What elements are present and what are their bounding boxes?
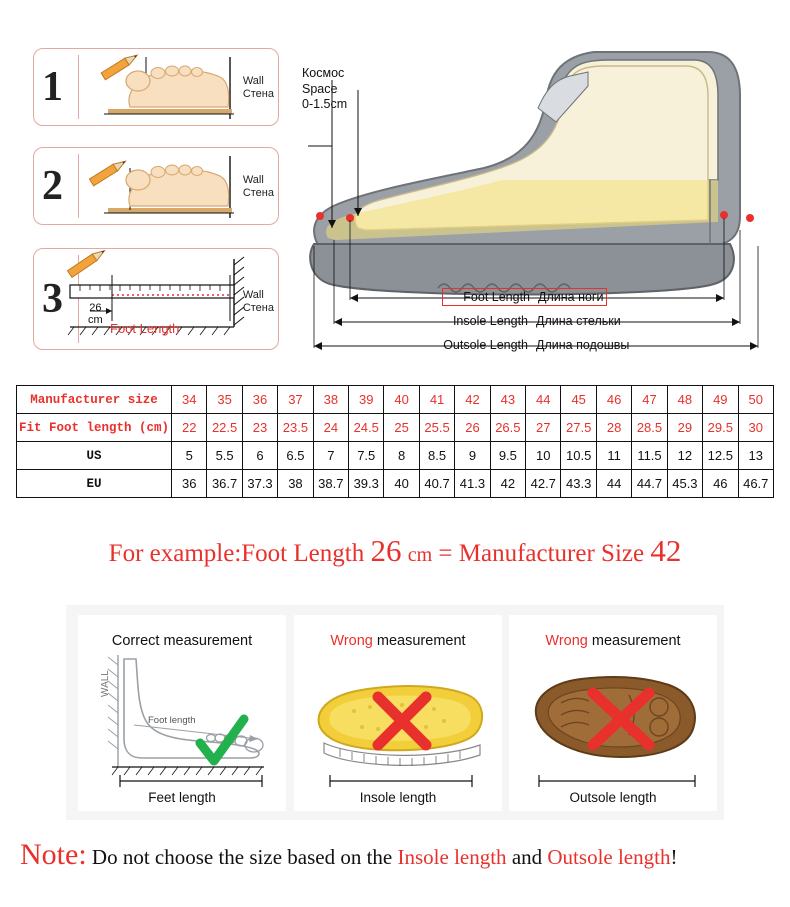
comparison-band: [66, 605, 724, 820]
step-number: 3: [42, 276, 63, 322]
cell: 24.5: [349, 414, 384, 442]
note-outsole-length: Outsole length: [547, 845, 671, 869]
example-equals: =: [438, 540, 453, 567]
wall-label-correct: WALL: [100, 670, 111, 697]
cell: 37: [278, 386, 313, 414]
cell: 30: [738, 414, 774, 442]
table-row: [17, 386, 774, 414]
example-middle: Manufacturer Size: [458, 540, 645, 567]
example-line: [0, 533, 790, 569]
step3-measurement-value: 26 cm: [88, 302, 103, 326]
cell: 37.3: [242, 470, 277, 498]
shoe-diagram: [288, 30, 784, 360]
step-box-1: [33, 48, 279, 126]
cell: 25.5: [419, 414, 454, 442]
cell: 46: [703, 470, 738, 498]
cell: 9.5: [490, 442, 525, 470]
cell: 5.5: [207, 442, 242, 470]
cell: 42: [455, 386, 490, 414]
cell: 7.5: [349, 442, 384, 470]
cell: 36: [172, 470, 207, 498]
size-table-wrapper: [16, 385, 774, 498]
note-insole-length: Insole length: [397, 845, 507, 869]
step-number: 2: [42, 163, 63, 209]
example-unit: cm: [407, 544, 433, 566]
cell: 45: [561, 386, 596, 414]
cell: 22.5: [207, 414, 242, 442]
cell: 28: [596, 414, 631, 442]
cell: 27: [526, 414, 561, 442]
cell: 12.5: [703, 442, 738, 470]
panel-title: Wrong measurement: [330, 633, 466, 649]
panel-title: Wrong measurement: [545, 633, 681, 649]
shoe-cross-section-panel: [288, 30, 784, 360]
cell: 48: [667, 386, 702, 414]
outsole-length-dimension-label: Outsole Length Длина подошвы: [443, 338, 630, 352]
cell: 6.5: [278, 442, 313, 470]
wrong-outsole-panel: [509, 615, 717, 811]
note-text-before: Do not choose the size based on the: [86, 845, 398, 869]
note-keyword: Note:: [20, 838, 87, 871]
cell: 26: [455, 414, 490, 442]
cell: 43.3: [561, 470, 596, 498]
wall-label-2: Wall Стена: [242, 174, 274, 199]
table-row: [17, 470, 774, 498]
cell: 38: [278, 470, 313, 498]
cell: 36: [242, 386, 277, 414]
step3-foot-length-label: Foot Length: [110, 321, 180, 336]
cell: 12: [667, 442, 702, 470]
measurement-steps-panel: [33, 48, 281, 352]
cell: 23.5: [278, 414, 313, 442]
cell: 25: [384, 414, 419, 442]
foot-length-inner-label: Foot length: [148, 715, 196, 726]
table-row: [17, 442, 774, 470]
cell: 24: [313, 414, 348, 442]
cell: 39.3: [349, 470, 384, 498]
cell: 42.7: [526, 470, 561, 498]
cell: 42: [490, 470, 525, 498]
cell: 22: [172, 414, 207, 442]
cell: 29: [667, 414, 702, 442]
cell: 40: [384, 470, 419, 498]
cell: 27.5: [561, 414, 596, 442]
cell: 10.5: [561, 442, 596, 470]
cell: 44: [596, 470, 631, 498]
cell: 7: [313, 442, 348, 470]
cell: 36.7: [207, 470, 242, 498]
example-size-value: 42: [650, 533, 682, 568]
cell: 40.7: [419, 470, 454, 498]
insole-length-dimension-label: Insole Length Длина стельки: [452, 314, 621, 328]
step-number: 1: [42, 64, 63, 110]
cell: 46: [596, 386, 631, 414]
example-foot-value: 26: [370, 533, 402, 568]
cell: 43: [490, 386, 525, 414]
cell: 38.7: [313, 470, 348, 498]
row-header: US: [17, 442, 172, 470]
row-header: Manufacturer size: [17, 386, 172, 414]
foot-length-dimension-label: Foot Length Длина ноги: [442, 288, 607, 306]
wrong-insole-illustration: [294, 615, 502, 811]
cell: 40: [384, 386, 419, 414]
cell: 9: [455, 442, 490, 470]
cell: 47: [632, 386, 667, 414]
cell: 28.5: [632, 414, 667, 442]
cell: 10: [526, 442, 561, 470]
cell: 29.5: [703, 414, 738, 442]
cell: 45.3: [667, 470, 702, 498]
table-row: [17, 414, 774, 442]
panel-title: Correct measurement: [111, 633, 253, 649]
note-text-end: !: [670, 845, 678, 869]
cell: 26.5: [490, 414, 525, 442]
cell: 34: [172, 386, 207, 414]
cell: 8.5: [419, 442, 454, 470]
cell: 49: [703, 386, 738, 414]
panel-caption: Insole length: [359, 790, 437, 805]
correct-measurement-illustration: [78, 615, 286, 811]
row-header: Fit Foot length (cm): [17, 414, 172, 442]
cell: 38: [313, 386, 348, 414]
cell: 41.3: [455, 470, 490, 498]
step-box-2: [33, 147, 279, 225]
wrong-insole-panel: [294, 615, 502, 811]
example-prefix: For example:Foot Length: [108, 540, 365, 567]
wrong-outsole-illustration: [509, 615, 717, 811]
cell: 46.7: [738, 470, 774, 498]
space-gap-label: Космос Space 0-1.5cm: [302, 66, 348, 112]
panel-caption: Feet length: [148, 790, 216, 805]
note-text-middle: and: [506, 845, 548, 869]
panel-caption: Outsole length: [569, 790, 657, 805]
cell: 11.5: [632, 442, 667, 470]
cell: 44.7: [632, 470, 667, 498]
cell: 13: [738, 442, 774, 470]
cell: 23: [242, 414, 277, 442]
cell: 41: [419, 386, 454, 414]
wall-label-3: Wall Стена: [242, 289, 274, 314]
cell: 39: [349, 386, 384, 414]
cell: 44: [526, 386, 561, 414]
row-header: EU: [17, 470, 172, 498]
correct-measurement-panel: [78, 615, 286, 811]
cell: 6: [242, 442, 277, 470]
cell: 50: [738, 386, 774, 414]
cell: 5: [172, 442, 207, 470]
cell: 35: [207, 386, 242, 414]
top-section: [0, 0, 790, 365]
wall-label-1: Wall Стена: [242, 75, 274, 100]
cell: 11: [596, 442, 631, 470]
note-line: [20, 838, 780, 872]
step-box-3: [33, 248, 279, 350]
cell: 8: [384, 442, 419, 470]
size-table: [16, 385, 774, 498]
